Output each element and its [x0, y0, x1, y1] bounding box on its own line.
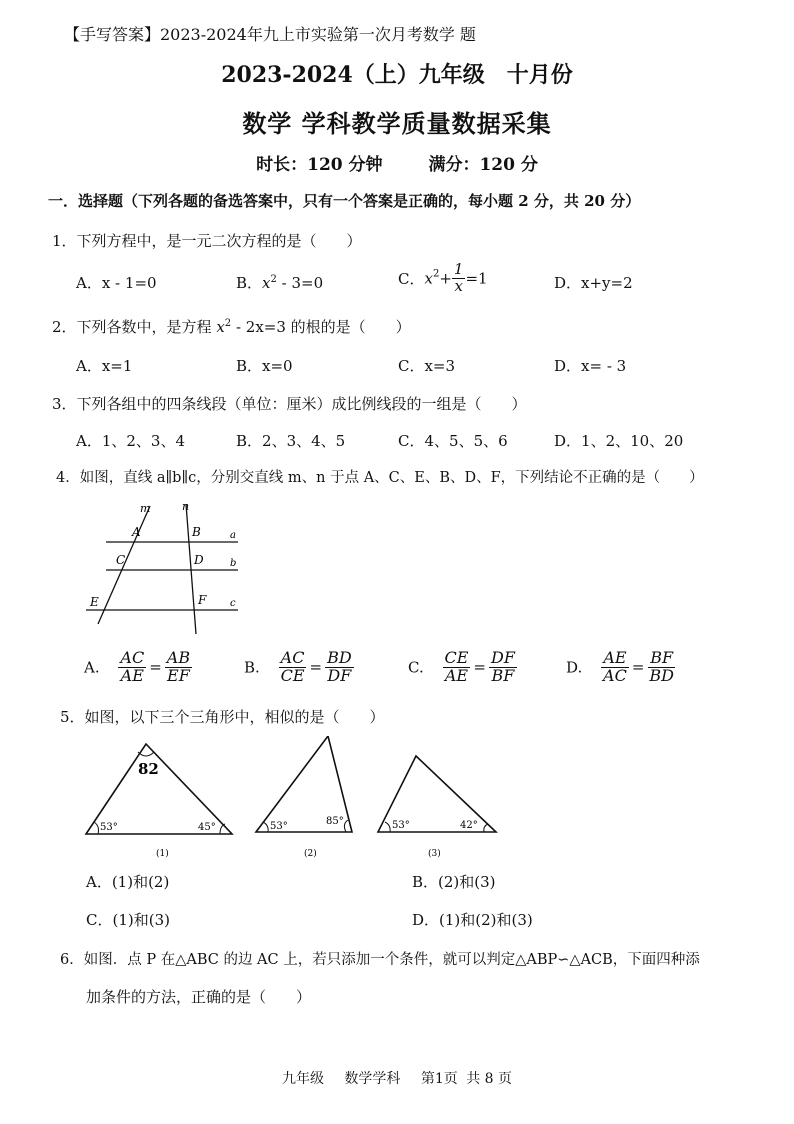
- question-1-stem: 1．下列方程中，是一元二次方程的是（ ）: [52, 232, 362, 250]
- label-n: n: [182, 500, 190, 513]
- label-C: C: [116, 553, 126, 567]
- label-E: E: [90, 595, 99, 609]
- page-title: 2023-2024（上）九年级 十月份: [221, 62, 573, 88]
- q2-option-c: C．x=3: [398, 357, 456, 375]
- q3-option-c: C．4、5、5、6: [398, 432, 508, 450]
- question-6-line1: 6．如图．点 P 在△ABC 的边 AC 上，若只添加一个条件，就可以判定△ABP∽△ACB，下面四种添: [60, 952, 700, 968]
- tri1-top-angle: 82: [138, 760, 159, 778]
- tri3-left-angle: 53°: [392, 820, 410, 831]
- q3-option-d: D．1、2、10、20: [554, 432, 684, 450]
- tri2-right-angle: 85°: [326, 816, 344, 827]
- tri2-caption: (2): [304, 849, 317, 859]
- footer-grade: 九年级: [281, 1071, 324, 1087]
- page-subtitle: 数学 学科教学质量数据采集: [242, 109, 552, 138]
- label-m: m: [140, 502, 151, 515]
- q1-option-b: B．$x^2 - 3=0$: [236, 274, 324, 292]
- footer-subject: 数学学科: [344, 1071, 401, 1087]
- q4-option-c: C. $\frac{CE}{AE}$ = $\frac{DF}{BF}$: [408, 648, 515, 685]
- tri2-left-angle: 53°: [270, 821, 288, 832]
- question-6-line2: 加条件的方法，正确的是（ ）: [86, 988, 312, 1006]
- q3-option-b: B．2、3、4、5: [236, 432, 346, 450]
- q4-option-b: B. $\frac{AC}{CE}$ = $\frac{BD}{DF}$: [244, 648, 352, 685]
- label-F: F: [198, 593, 207, 607]
- header-note: 【手写答案】2023-2024年九上市实验第一次月考数学 题: [64, 25, 476, 44]
- footer-page: 第1页: [420, 1071, 458, 1087]
- question-2-stem: 2．下列各数中，是方程 $x^2 - 2x=3$ 的根的是（ ）: [52, 318, 411, 336]
- label-D: D: [194, 553, 204, 567]
- exam-info: [0, 150, 794, 175]
- tri3-right-angle: 42°: [460, 820, 478, 831]
- tri1-left-angle: 53°: [100, 822, 118, 833]
- label-c: c: [230, 598, 236, 609]
- q5-option-c: C．(1)和(3): [86, 911, 170, 929]
- q1-option-d: D．x+y=2: [554, 274, 633, 292]
- question-4-stem: 4．如图，直线 a∥b∥c，分别交直线 m、n 于点 A、C、E、B、D、F，下列结论不正确的是（ ）: [56, 470, 704, 486]
- q2-option-b: B．x=0: [236, 357, 293, 375]
- parallel-lines-figure: [78, 498, 248, 638]
- section-heading: 一．选择题（下列各题的备选答案中，只有一个答案是正确的，每小题 2 分，共 20 分）: [48, 192, 641, 210]
- page-footer: [0, 1068, 794, 1088]
- q1-option-c: C．$x^2+$ $\frac{1}{x}$ =1: [398, 260, 488, 295]
- label-B: B: [192, 525, 201, 539]
- label-b: b: [230, 558, 237, 569]
- q5-option-a: A．(1)和(2): [86, 873, 170, 891]
- q5-option-d: D．(1)和(2)和(3): [412, 911, 533, 929]
- triangles-figure: [80, 736, 510, 862]
- q2-option-a: A．x=1: [76, 357, 133, 375]
- q5-option-b: B．(2)和(3): [412, 873, 496, 891]
- label-a: a: [230, 530, 236, 541]
- full-score: 满分：120 分: [428, 155, 538, 175]
- q4-option-a: A. $\frac{AC}{AE}$ = $\frac{AB}{EF}$: [84, 648, 191, 685]
- q1-option-a: A．x - 1=0: [76, 274, 157, 292]
- q2-option-d: D．x= - 3: [554, 357, 627, 375]
- label-A: A: [132, 525, 141, 539]
- tri1-caption: (1): [156, 849, 169, 859]
- question-5-stem: 5．如图，以下三个三角形中，相似的是（ ）: [60, 708, 385, 726]
- footer-total: 共 8 页: [466, 1071, 513, 1087]
- question-3-stem: 3．下列各组中的四条线段（单位：厘米）成比例线段的一组是（ ）: [52, 395, 527, 413]
- tri1-right-angle: 45°: [198, 822, 216, 833]
- q4-option-d: D. $\frac{AE}{AC}$ = $\frac{BF}{BD}$: [566, 648, 675, 685]
- duration: 时长：120 分钟: [256, 155, 383, 175]
- tri3-caption: (3): [428, 849, 441, 859]
- q3-option-a: A．1、2、3、4: [76, 432, 186, 450]
